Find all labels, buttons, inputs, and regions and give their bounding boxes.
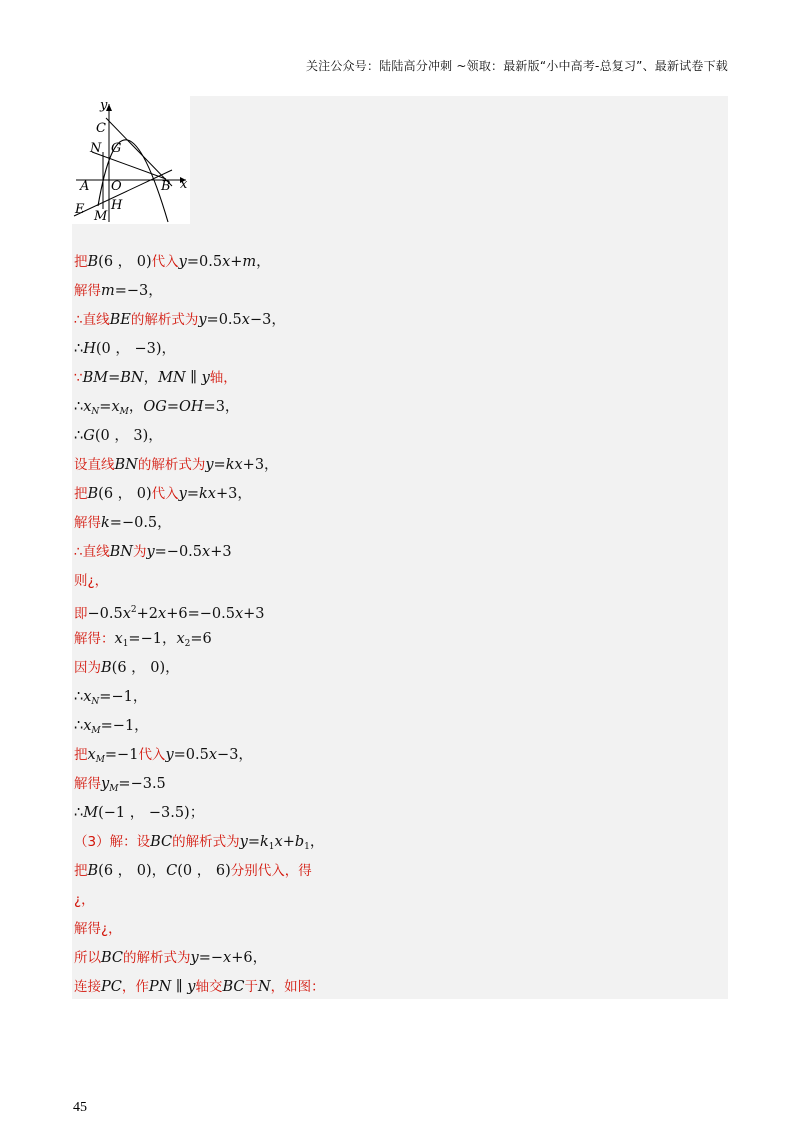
parabola-figure bbox=[72, 96, 190, 224]
solution-line-11: ∴直线BN为y=−0.5x+3 bbox=[74, 544, 232, 560]
solution-line-5: ∵BM=BN，MN ∥ y轴， bbox=[74, 370, 237, 386]
solution-line-18: 把$x_M=-1$代入y=0.5x−3， bbox=[74, 747, 253, 765]
solution-line-24: 解得¿， bbox=[74, 921, 122, 937]
label-o: O bbox=[111, 179, 122, 194]
solution-line-12: 则¿， bbox=[74, 573, 109, 589]
solution-line-15: 因为B(6 ， 0)， bbox=[74, 660, 180, 676]
label-c: C bbox=[96, 121, 106, 136]
page-number: 45 bbox=[73, 1100, 87, 1115]
label-b: B bbox=[161, 179, 171, 194]
label-a: A bbox=[80, 179, 90, 194]
label-n: N bbox=[90, 141, 102, 156]
solution-panel bbox=[72, 96, 728, 999]
solution-line-7: ∴G(0 ， 3)， bbox=[74, 428, 163, 444]
label-h: H bbox=[111, 198, 123, 213]
parabola-graph bbox=[72, 96, 190, 224]
solution-line-4: ∴H(0 ， −3)， bbox=[74, 341, 177, 357]
solution-line-16: $\therefore x_N=-1$， bbox=[74, 689, 148, 707]
solution-line-20: ∴M(−1 ， −3.5)； bbox=[74, 805, 205, 821]
solution-line-21: （3）解：设BC的解析式为$y=k_1x+b_1$， bbox=[74, 834, 325, 852]
solution-line-14: 解得：$x_1=-1$，$x_2=6$ bbox=[74, 631, 212, 649]
label-y: y bbox=[100, 98, 108, 113]
solution-line-17: $\therefore x_M=-1$， bbox=[74, 718, 149, 736]
label-g: G bbox=[111, 141, 122, 156]
solution-line-19: 解得$y_M=-3.5$ bbox=[74, 776, 166, 794]
solution-line-25: 所以BC的解析式为y=−x+6， bbox=[74, 950, 268, 966]
solution-line-2: 解得m=−3， bbox=[74, 283, 163, 299]
label-x: x bbox=[180, 177, 188, 192]
solution-line-1: 把B(6 ， 0)代入y=0.5x+m， bbox=[74, 254, 271, 270]
solution-line-6: $\therefore x_N=x_M$，OG=OH=3， bbox=[74, 399, 240, 417]
solution-line-8: 设直线BN的解析式为y=kx+3， bbox=[74, 457, 279, 473]
solution-line-22: 把B(6 ， 0)，C(0 ， 6)分别代入，得 bbox=[74, 863, 312, 879]
solution-line-23: ¿， bbox=[74, 892, 95, 908]
solution-line-9: 把B(6 ， 0)代入y=kx+3， bbox=[74, 486, 252, 502]
solution-line-26: 连接PC，作PN ∥ y轴交BC于N，如图： bbox=[74, 979, 325, 995]
label-e: E bbox=[75, 202, 85, 217]
solution-line-13: 即$-0.5x^2+2x+6=-0.5x+3$ bbox=[74, 605, 265, 622]
page-header: 关注公众号：陆陆高分冲刺 ~领取：最新版“小中高考-总复习”、最新试卷下载 bbox=[305, 59, 728, 73]
label-m: M bbox=[94, 209, 108, 224]
solution-line-3: ∴直线BE的解析式为y=0.5x−3， bbox=[74, 312, 286, 328]
solution-line-10: 解得k=−0.5， bbox=[74, 515, 172, 531]
